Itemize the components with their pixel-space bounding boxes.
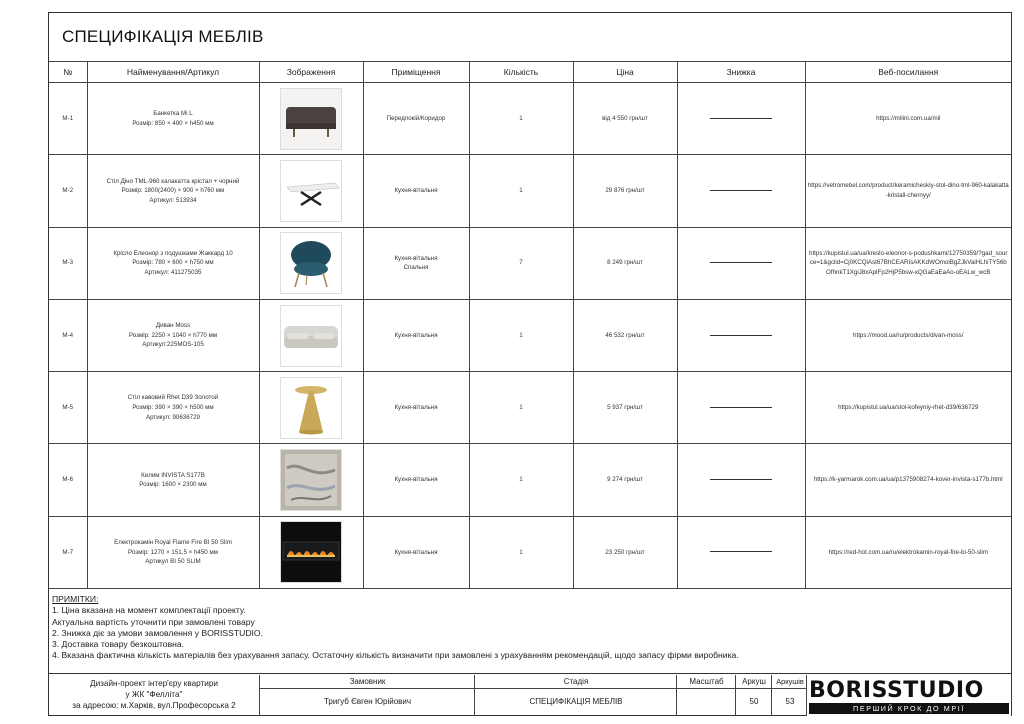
item-quantity: 7 (469, 227, 573, 299)
row-number: М-4 (49, 299, 87, 371)
item-image-cell (259, 83, 363, 155)
item-price: 8 249 грн/шт (573, 227, 677, 299)
sheet-label: Аркуш (742, 677, 766, 686)
item-name (87, 516, 259, 588)
item-room-line: Передпокій/Коридор (386, 114, 446, 122)
item-name-line: Розмір: 1600 × 2300 мм (139, 481, 207, 489)
item-room (363, 444, 469, 516)
item-name-line: Килим INVISTA S177B (141, 471, 205, 479)
stage-value: СПЕЦИФІКАЦІЯ МЕБЛІВ (529, 697, 623, 706)
row-number: М-3 (49, 227, 87, 299)
item-name (87, 299, 259, 371)
discount-dash (710, 479, 772, 480)
sheets-label: Аркушів (776, 677, 804, 686)
col-header-num: № (49, 62, 87, 83)
coffee-table-image (280, 377, 342, 439)
stage-cell (474, 675, 676, 716)
item-name-line: Банкетка Mi L (153, 110, 193, 118)
row-number: М-6 (49, 444, 87, 516)
discount-dash (710, 118, 772, 119)
item-room-line: Кухня-вітальня (394, 254, 438, 262)
row-number: М-7 (49, 516, 87, 588)
table-row (49, 444, 1011, 516)
item-discount (677, 299, 805, 371)
item-name-line: Розмір: 1270 × 151,5 × h450 мм (128, 548, 218, 556)
discount-dash (710, 262, 772, 263)
notes-section (49, 592, 1011, 674)
col-header-price: Ціна (573, 62, 677, 83)
ottoman-image (280, 88, 342, 150)
item-quantity: 1 (469, 299, 573, 371)
title-block (49, 675, 1011, 716)
item-price: 29 876 грн/шт (573, 155, 677, 227)
logo-tagline: ПЕРШИЙ КРОК ДО МРІЇ (809, 703, 1009, 714)
note-line: 1. Ціна вказана на момент комплектації проекту. (52, 605, 246, 616)
table-header-row (49, 62, 1011, 83)
item-room (363, 299, 469, 371)
item-name-line: Крісло Елеонор з подушками Жаккард 10 (113, 249, 233, 257)
item-name (87, 83, 259, 155)
item-discount (677, 516, 805, 588)
item-price: 46 532 грн/шт (573, 299, 677, 371)
item-discount (677, 83, 805, 155)
note-line: 4. Вказана фактична кількість матеріалів без урахування запасу. Остаточну кількість визначити при замовлені з урахуванням рекомендацій, щодо запасу фірми виробника. (52, 650, 739, 661)
item-room (363, 227, 469, 299)
item-name-line: Електрокамін Royal Flame Fire BI 50 Slim (114, 539, 232, 547)
item-quantity: 1 (469, 155, 573, 227)
row-number: М-5 (49, 372, 87, 444)
item-image-cell (259, 227, 363, 299)
item-url[interactable]: https://k-yarmarok.com.ua/ua/p1375908274-kover-invista-s177b.html (805, 444, 1011, 516)
sheet-value: 50 (749, 697, 759, 706)
note-line: 2. Знижка діє за умови замовлення у BORISSTUDIO. (52, 627, 263, 638)
discount-dash (710, 407, 772, 408)
item-room (363, 83, 469, 155)
table-image (280, 160, 342, 222)
col-header-image: Зображення (259, 62, 363, 83)
table-row (49, 227, 1011, 299)
col-header-room: Приміщення (363, 62, 469, 83)
item-url[interactable]: https://milini.com.ua/mil (805, 83, 1011, 155)
stage-label: Стадія (563, 677, 589, 686)
scale-label: Масштаб (689, 677, 724, 686)
item-name (87, 227, 259, 299)
col-header-name: Найменування/Артикул (87, 62, 259, 83)
note-line: Актуальна вартість уточнити при замовлені товару (52, 616, 255, 627)
item-name-line: Диван Moss (155, 322, 191, 330)
item-price: 23 250 грн/шт (573, 516, 677, 588)
item-name-line: Розмір: 390 × 390 × h500 мм (132, 404, 214, 412)
table-row (49, 83, 1011, 155)
table-row (49, 372, 1011, 444)
item-url[interactable]: https://kupistul.ua/ua/kreslo-eleonor-s-podushkami/12750359/?gad_source=1&gclid=Cj0KCQiAst67BhCEARIsAKKdWOmolBgZJkVaiHLhiTY56bOfhnkT1XgiJ8xApIFp2HjP5bsw-xQGaEaEaAo-oEALw_wcB (805, 227, 1011, 299)
discount-dash (710, 190, 772, 191)
item-quantity: 1 (469, 444, 573, 516)
note-line: 3. Доставка товару безкоштовна. (52, 639, 185, 650)
col-header-url: Веб-посилання (805, 62, 1011, 83)
item-name-line: Стіл Діно TML-960 калакатта крістал + чорний (106, 177, 240, 185)
item-url[interactable]: https://vetromebel.com/product/keramicheskiy-stol-dino-tml-960-kalakatta-kristall-chernyy/ (805, 155, 1011, 227)
item-name-line: Артикул BI 50 SLIM (145, 558, 201, 566)
item-price: від 4 550 грн/шт (573, 83, 677, 155)
item-quantity: 1 (469, 83, 573, 155)
item-room-line: Кухня-вітальня (394, 548, 438, 556)
item-room-line: Кухня-вітальня (394, 331, 438, 339)
item-price: 9 274 грн/шт (573, 444, 677, 516)
brand-logo (807, 675, 1011, 716)
item-quantity: 1 (469, 516, 573, 588)
project-line: Дизайн-проект інтер'єру квартири (90, 679, 218, 688)
scale-cell (676, 675, 735, 716)
item-room-line: Спальня (403, 264, 429, 272)
item-discount (677, 444, 805, 516)
item-name (87, 372, 259, 444)
col-header-discount: Знижка (677, 62, 805, 83)
row-number: М-2 (49, 155, 87, 227)
project-line: за адресою: м.Харків, вул.Професорська 2 (72, 701, 236, 710)
item-name (87, 444, 259, 516)
customer-cell (259, 675, 474, 716)
item-room-line: Кухня-вітальня (394, 404, 438, 412)
item-url[interactable]: https://red-hot.com.ua/ru/elektrokamin-royal-fire-bi-50-slim (805, 516, 1011, 588)
discount-dash (710, 335, 772, 336)
item-image-cell (259, 516, 363, 588)
item-quantity: 1 (469, 372, 573, 444)
item-room-line: Кухня-вітальня (394, 187, 438, 195)
item-name-line: Розмір: 780 × 600 × h750 мм (132, 259, 214, 267)
item-discount (677, 227, 805, 299)
item-image-cell (259, 444, 363, 516)
item-url[interactable]: https://mood.ua/ru/products/divan-moss/ (805, 299, 1011, 371)
item-discount (677, 155, 805, 227)
item-name-line: Розмір: 2250 × 1040 × h770 мм (128, 331, 218, 339)
item-name-line: Артикул: 513934 (149, 196, 197, 204)
notes-title: ПРИМІТКИ: (52, 594, 99, 604)
project-line: у ЖК "Фелліта" (125, 690, 183, 699)
item-name-line: Розмір: 1800(2400) × 900 × h760 мм (121, 187, 225, 195)
sheet-cell (735, 675, 771, 716)
sheets-value: 53 (785, 697, 795, 706)
item-url[interactable]: https://kupistul.ua/ua/stol-kofeyniy-rhet-d39/636729 (805, 372, 1011, 444)
item-name-line: Розмір: 850 × 400 × h450 мм (132, 119, 214, 127)
project-description (49, 675, 259, 716)
item-price: 5 937 грн/шт (573, 372, 677, 444)
item-name-line: Артикул:225MOS-105 (142, 341, 204, 349)
row-number: М-1 (49, 83, 87, 155)
sheets-cell (771, 675, 807, 716)
customer-label: Замовник (349, 677, 386, 686)
fireplace-image (280, 521, 342, 583)
page-title: СПЕЦИФІКАЦІЯ МЕБЛІВ (62, 27, 264, 46)
item-name-line: Артикул: 90636729 (145, 413, 201, 421)
logo-text: BORISSTUDIO (809, 678, 984, 703)
item-image-cell (259, 372, 363, 444)
item-name-line: Артикул: 411275035 (144, 269, 202, 277)
item-image-cell (259, 299, 363, 371)
armchair-image (280, 232, 342, 294)
item-image-cell (259, 155, 363, 227)
col-header-qty: Кількість (469, 62, 573, 83)
item-room (363, 155, 469, 227)
item-name-line: Стіл кавовий Rhet D39 Золотой (127, 394, 219, 402)
table-row (49, 299, 1011, 371)
table-row (49, 516, 1011, 588)
item-room-line: Кухня-вітальня (394, 476, 438, 484)
sofa-image (280, 305, 342, 367)
discount-dash (710, 551, 772, 552)
spec-table (49, 61, 1011, 589)
item-room (363, 372, 469, 444)
table-row (49, 155, 1011, 227)
item-discount (677, 372, 805, 444)
title-box (49, 13, 1011, 62)
item-room (363, 516, 469, 588)
item-name (87, 155, 259, 227)
customer-value: Тригуб Євген Юрійович (323, 697, 412, 706)
spec-sheet (48, 12, 1012, 716)
rug-image (280, 449, 342, 511)
